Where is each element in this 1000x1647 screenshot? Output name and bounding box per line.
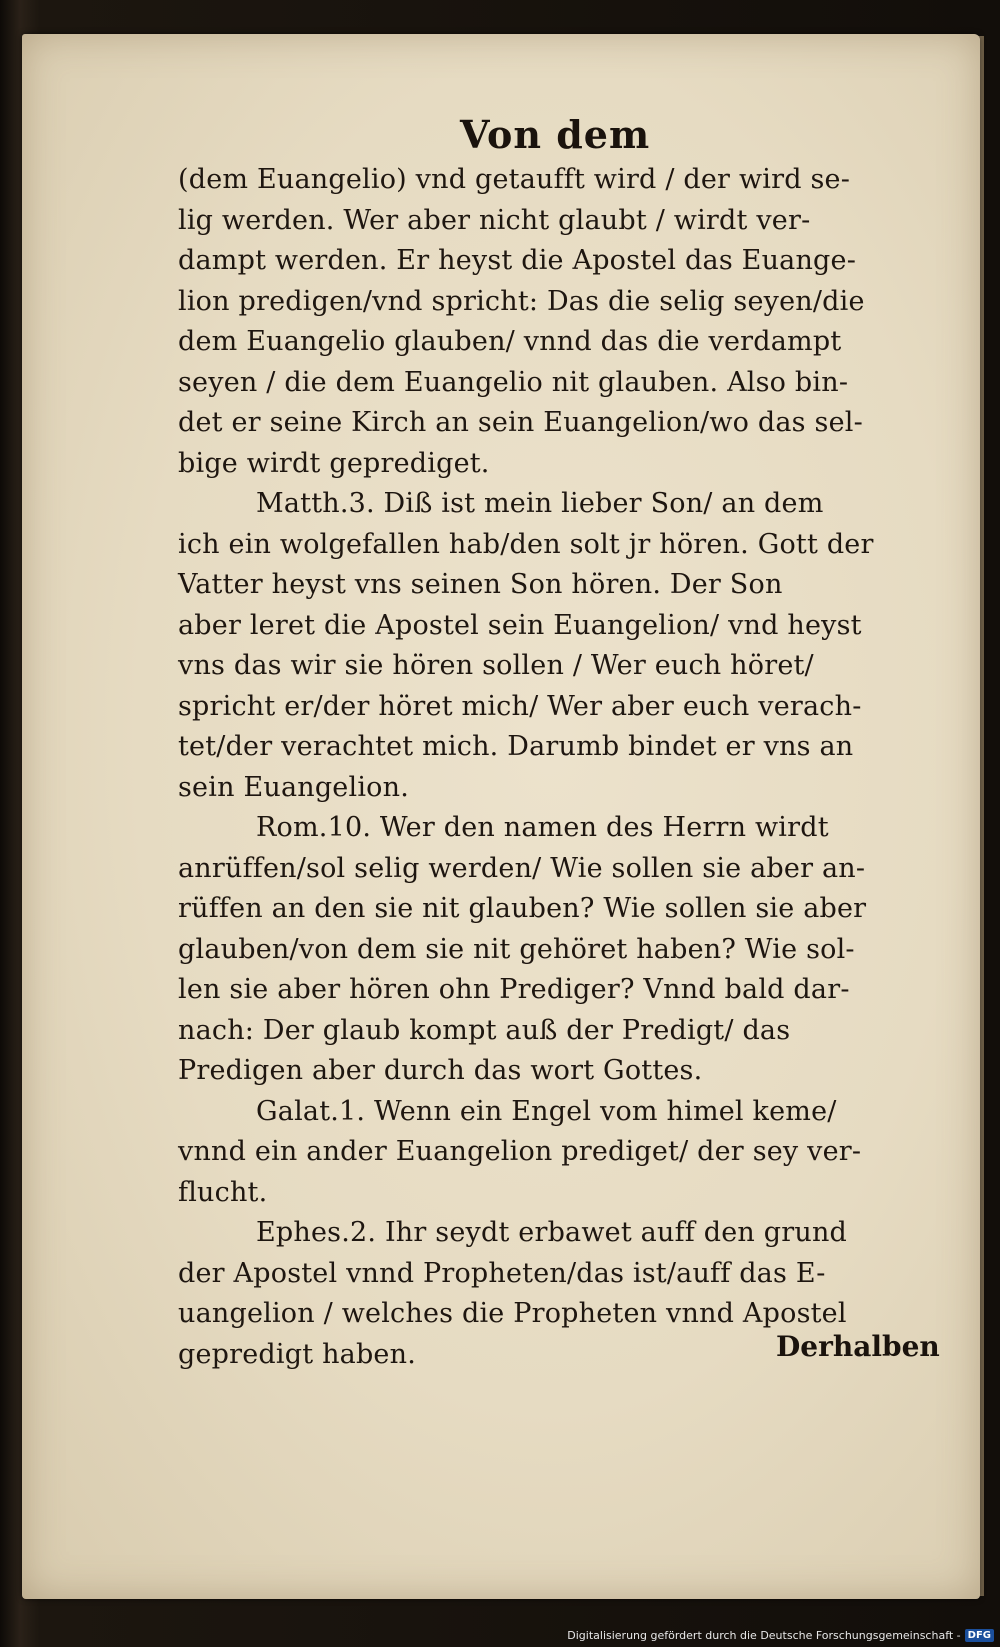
text-line: vnnd ein ander Euangelion prediget/ der sey ver-: [178, 1136, 862, 1167]
text-line: spricht er/der höret mich/ Wer aber euch verach-: [178, 690, 862, 722]
text-line: flucht.: [178, 1176, 268, 1208]
running-header: Von dem: [460, 112, 651, 157]
catchword: Derhalben: [776, 1330, 940, 1363]
text-line: tet/der verachtet mich. Darumb bindet er vns an: [178, 731, 854, 762]
text-line: lig werden. Wer aber nicht glaubt / wirdt ver-: [178, 204, 811, 236]
text-line: Rom.10. Wer den namen des Herrn wirdt: [256, 812, 829, 843]
text-line: anrüffen/sol selig werden/ Wie sollen sie aber an-: [178, 852, 866, 884]
text-line: dem Euangelio glauben/ vnnd das die verdampt: [178, 326, 842, 357]
text-line: glauben/von dem sie nit gehöret haben? Wie sol-: [178, 933, 855, 965]
text-line: uangelion / welches die Propheten vnnd Apostel: [178, 1298, 847, 1329]
text-line: sein Euangelion.: [178, 771, 409, 803]
text-line: bige wirdt geprediget.: [178, 447, 490, 479]
footer-credit: Digitalisierung gefördert durch die Deutsche Forschungsgemeinschaft -: [567, 1628, 961, 1642]
text-line: det er seine Kirch an sein Euangelion/wo das sel-: [178, 407, 863, 438]
text-line: vns das wir sie hören sollen / Wer euch höret/: [178, 650, 814, 681]
text-line: len sie aber hören ohn Prediger? Vnnd bald dar-: [178, 974, 850, 1005]
text-line: lion predigen/vnd spricht: Das die selig seyen/die: [178, 285, 865, 317]
digitization-footer: [567, 1626, 994, 1644]
text-line: seyen / die dem Euangelio nit glauben. Also bin-: [178, 366, 849, 398]
text-line: (dem Euangelio) vnd getaufft wird / der wird se-: [178, 164, 851, 195]
text-line: rüffen an den sie nit glauben? Wie sollen sie aber: [178, 893, 867, 924]
text-line: Galat.1. Wenn ein Engel vom himel keme/: [256, 1095, 837, 1127]
dfg-logo-icon: DFG: [965, 1629, 994, 1642]
text-line: gepredigt haben.: [178, 1338, 416, 1370]
text-line: Matth.3. Diß ist mein lieber Son/ an dem: [256, 488, 824, 519]
text-line: Vatter heyst vns seinen Son hören. Der Son: [178, 569, 783, 600]
text-line: dampt werden. Er heyst die Apostel das Euange-: [178, 245, 857, 276]
text-line: Predigen aber durch das wort Gottes.: [178, 1055, 703, 1086]
text-line: Ephes.2. Ihr seydt erbawet auff den grund: [256, 1217, 848, 1248]
text-line: ich ein wolgefallen hab/den solt jr hören. Gott der: [178, 528, 874, 560]
text-line: der Apostel vnnd Propheten/das ist/auff das E-: [178, 1257, 826, 1289]
text-line: aber leret die Apostel sein Euangelion/ vnd heyst: [178, 609, 862, 641]
text-line: nach: Der glaub kompt auß der Predigt/ das: [178, 1014, 791, 1046]
body-text: [178, 160, 958, 1375]
